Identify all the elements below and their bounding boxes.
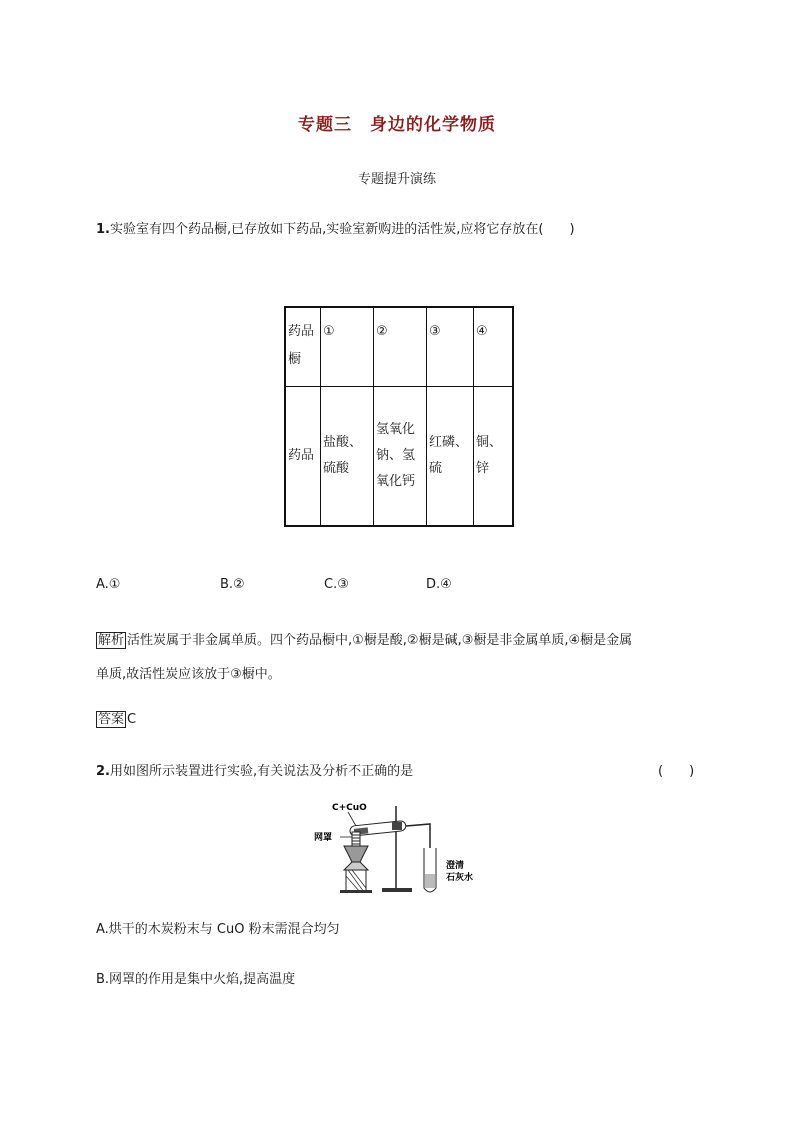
table-header-cell: ④: [474, 307, 514, 387]
table-row: [285, 387, 513, 527]
analysis-text-2: 单质,故活性炭应该放于③橱中。: [96, 667, 281, 682]
table-header-cell: ②: [374, 307, 427, 387]
table-header-cell: ①: [321, 307, 374, 387]
limewater-label-2: 石灰水: [446, 873, 474, 883]
limewater: [425, 874, 435, 888]
table-cell: 盐酸、硫酸: [321, 387, 374, 527]
question-number: 1.: [96, 222, 110, 237]
option-d[interactable]: D.④: [426, 577, 452, 592]
table-cell: 氢氧化钠、氢氧化钙: [374, 387, 427, 527]
page-subtitle: 专题提升演练: [357, 172, 436, 187]
q2-option-a[interactable]: A.烘干的木炭粉末与 CuO 粉末需混合均匀: [96, 922, 340, 937]
question-2: [96, 760, 413, 779]
question-number: 2.: [96, 764, 110, 779]
answer-paren: ( ): [658, 764, 695, 779]
cabinet-table: [284, 306, 514, 527]
page-title: 专题三 身边的化学物质: [298, 115, 496, 135]
option-c[interactable]: C.③: [324, 577, 349, 592]
table-cell: 铜、锌: [474, 387, 514, 527]
question-1: [96, 218, 575, 237]
question-text: 用如图所示装置进行实验,有关说法及分析不正确的是: [109, 764, 414, 779]
table-header-cell: 药品橱: [285, 307, 321, 387]
question-text: 实验室有四个药品橱,已存放如下药品,实验室新购进的活性炭,应将它存放在( ): [109, 222, 575, 237]
limewater-label-1: 澄清: [446, 861, 465, 871]
answer-value: C: [127, 712, 137, 727]
net-label: 网罩: [314, 833, 333, 843]
q2-option-b[interactable]: B.网罩的作用是集中火焰,提高温度: [96, 972, 296, 987]
option-b[interactable]: B.②: [220, 577, 245, 592]
alcohol-lamp: [344, 846, 368, 862]
apparatus-figure: [312, 800, 492, 900]
answer-tag: 答案: [98, 712, 125, 727]
table-header-cell: ③: [427, 307, 474, 387]
option-a[interactable]: A.①: [96, 577, 121, 592]
analysis-tag: 解析: [98, 633, 125, 648]
q1-analysis: [96, 624, 696, 692]
q1-answer: [96, 708, 136, 727]
table-cell: 红磷、硫: [427, 387, 474, 527]
analysis-text-1: 活性炭属于非金属单质。四个药品橱中,①橱是酸,②橱是碱,③橱是非金属单质,④橱是金属: [127, 633, 633, 648]
stand-base: [382, 888, 412, 892]
clamp: [392, 822, 402, 830]
table-header-row: [285, 307, 513, 387]
reagent-label: C+CuO: [332, 803, 367, 813]
table-row-label: 药品: [285, 387, 321, 527]
